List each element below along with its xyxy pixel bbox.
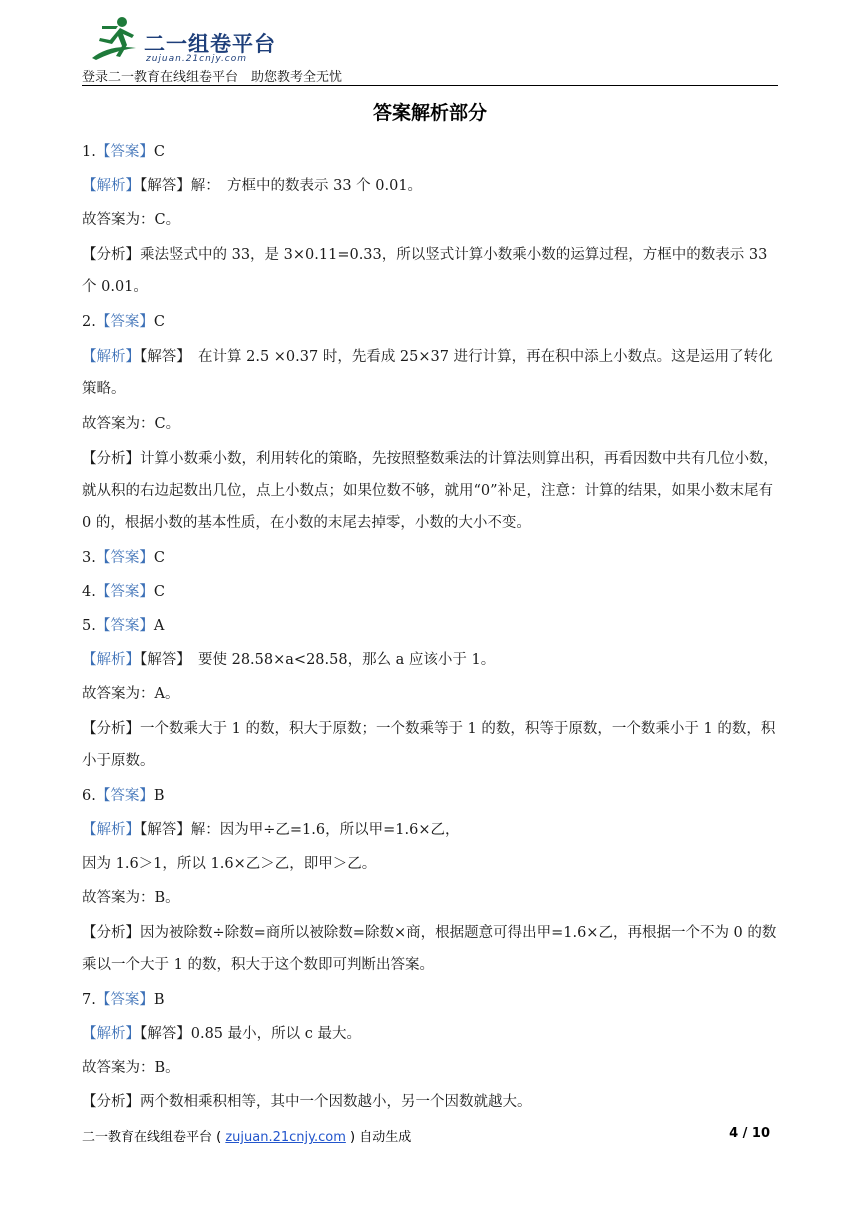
explanation-line bbox=[82, 169, 778, 203]
explanation-line bbox=[82, 339, 778, 407]
question-number: 4. bbox=[82, 584, 96, 600]
page-number: 4 / 10 bbox=[729, 1126, 770, 1141]
analysis-tag: 【解析】 bbox=[82, 652, 140, 668]
question-number: 6. bbox=[82, 788, 96, 804]
question-number: 7. bbox=[82, 992, 96, 1008]
analysis-tag: 【解析】 bbox=[82, 349, 140, 365]
explanation-text: 因为被除数÷除数=商所以被除数=除数×商，根据题意可得出甲=1.6×乙，再根据一个不为 0 的数乘以一个大于 1 的数，积大于这个数即可判断出答案。 bbox=[82, 925, 777, 973]
explanation-text: 一个数乘大于 1 的数，积大于原数；一个数乘等于 1 的数，积等于原数，一个数乘小于 1 的数，积小于原数。 bbox=[82, 721, 776, 769]
answer-tag: 【答案】 bbox=[95, 550, 154, 566]
footer-prefix: 二一教育在线组卷平台 ( bbox=[82, 1130, 226, 1145]
answer-heading bbox=[82, 983, 778, 1017]
answer-tag: 【答案】 bbox=[95, 314, 154, 330]
explanation-line bbox=[82, 677, 778, 711]
question-number: 3. bbox=[82, 550, 96, 566]
solution-tag: 【解答】 bbox=[140, 822, 191, 838]
answer-tag: 【答案】 bbox=[95, 584, 154, 600]
explanation-line bbox=[82, 643, 778, 677]
explanation-text: 故答案为：C。 bbox=[82, 416, 181, 432]
explanation-line bbox=[82, 203, 778, 237]
explanation-text: 解：因为甲÷乙=1.6，所以甲=1.6×乙， bbox=[190, 822, 460, 838]
answer-heading bbox=[82, 575, 778, 609]
answer-value: C bbox=[153, 584, 165, 600]
header-tagline: 登录二一教育在线组卷平台 助您教考全无忧 bbox=[82, 70, 343, 85]
answer-value: C bbox=[153, 314, 165, 330]
solution-tag: 【分析】 bbox=[82, 1094, 140, 1110]
explanation-text: 要使 28.58×a<28.58，那么 a 应该小于 1。 bbox=[183, 652, 496, 668]
explanation-text: 故答案为：A。 bbox=[82, 686, 180, 702]
logo-subtitle: zujuan.21cnjy.com bbox=[146, 54, 248, 64]
question-number: 2. bbox=[82, 314, 96, 330]
question-number: 1. bbox=[82, 144, 96, 160]
answer-tag: 【答案】 bbox=[95, 144, 154, 160]
answer-value: C bbox=[153, 550, 165, 566]
footer-link[interactable]: zujuan.21cnjy.com bbox=[225, 1130, 346, 1145]
footer-source bbox=[82, 1126, 411, 1145]
answer-value: B bbox=[153, 992, 165, 1008]
explanation-line bbox=[82, 237, 778, 305]
analysis-tag: 【解析】 bbox=[82, 822, 140, 838]
explanation-text: 故答案为：B。 bbox=[82, 1060, 180, 1076]
answer-heading bbox=[82, 541, 778, 575]
answer-tag: 【答案】 bbox=[95, 788, 154, 804]
analysis-tag: 【解析】 bbox=[82, 1026, 140, 1042]
footer-suffix: ) 自动生成 bbox=[345, 1130, 412, 1145]
header-divider bbox=[82, 85, 778, 86]
explanation-line bbox=[82, 1017, 778, 1051]
answer-tag: 【答案】 bbox=[95, 992, 154, 1008]
explanation-line bbox=[82, 1051, 778, 1085]
explanation-text: 在计算 2.5 ×0.37 时，先看成 25×37 进行计算，再在积中添上小数点。这是运用了转化策略。 bbox=[82, 349, 773, 397]
explanation-text: 计算小数乘小数，利用转化的策略，先按照整数乘法的计算法则算出积，再看因数中共有几位小数，就从积的右边起数出几位，点上小数点；如果位数不够，就用“0”补足，注意：计算的结果，如果小数末尾有 0 的，根据小数的基本性质，在小数的末尾去掉零，小数的大小不变。 bbox=[82, 451, 778, 531]
runner-logo-icon bbox=[82, 14, 146, 64]
explanation-line bbox=[82, 1085, 778, 1119]
solution-tag: 【分析】 bbox=[82, 925, 140, 941]
explanation-line bbox=[82, 881, 778, 915]
answer-value: B bbox=[153, 788, 165, 804]
explanation-line bbox=[82, 915, 778, 983]
answer-heading bbox=[82, 609, 778, 643]
explanation-text: 故答案为：C。 bbox=[82, 212, 181, 228]
explanation-text: 0.85 最小，所以 c 最大。 bbox=[190, 1026, 361, 1042]
solution-tag: 【解答】 bbox=[140, 1026, 191, 1042]
answer-value: A bbox=[153, 618, 165, 634]
explanation-text: 因为 1.6＞1，所以 1.6×乙＞乙，即甲＞乙。 bbox=[82, 856, 377, 872]
question-number: 5. bbox=[82, 618, 96, 634]
answer-heading bbox=[82, 135, 778, 169]
solution-tag: 【解答】 bbox=[140, 652, 184, 668]
page-header bbox=[82, 14, 778, 86]
page-title: 答案解析部分 bbox=[372, 102, 487, 124]
explanation-line bbox=[82, 711, 778, 779]
explanation-line bbox=[82, 407, 778, 441]
explanation-text: 故答案为：B。 bbox=[82, 890, 180, 906]
solution-tag: 【解答】 bbox=[140, 349, 184, 365]
logo-text: 二一组卷平台 bbox=[144, 32, 276, 56]
analysis-tag: 【解析】 bbox=[82, 178, 140, 194]
explanation-line bbox=[82, 441, 778, 541]
explanation-text: 乘法竖式中的 33，是 3×0.11=0.33，所以竖式计算小数乘小数的运算过程，方框中的数表示 33 个 0.01。 bbox=[82, 247, 768, 295]
solution-tag: 【分析】 bbox=[82, 247, 140, 263]
site-logo[interactable] bbox=[82, 14, 282, 64]
answer-heading bbox=[82, 305, 778, 339]
solution-tag: 【分析】 bbox=[82, 451, 140, 467]
explanation-text: 两个数相乘积相等，其中一个因数越小，另一个因数就越大。 bbox=[140, 1094, 532, 1110]
explanation-line bbox=[82, 847, 778, 881]
explanation-line bbox=[82, 813, 778, 847]
solution-tag: 【分析】 bbox=[82, 721, 140, 737]
answer-value: C bbox=[153, 144, 165, 160]
answer-heading bbox=[82, 779, 778, 813]
answer-list bbox=[82, 135, 778, 1119]
answer-tag: 【答案】 bbox=[95, 618, 154, 634]
explanation-text: 解： 方框中的数表示 33 个 0.01。 bbox=[190, 178, 423, 194]
solution-tag: 【解答】 bbox=[140, 178, 191, 194]
